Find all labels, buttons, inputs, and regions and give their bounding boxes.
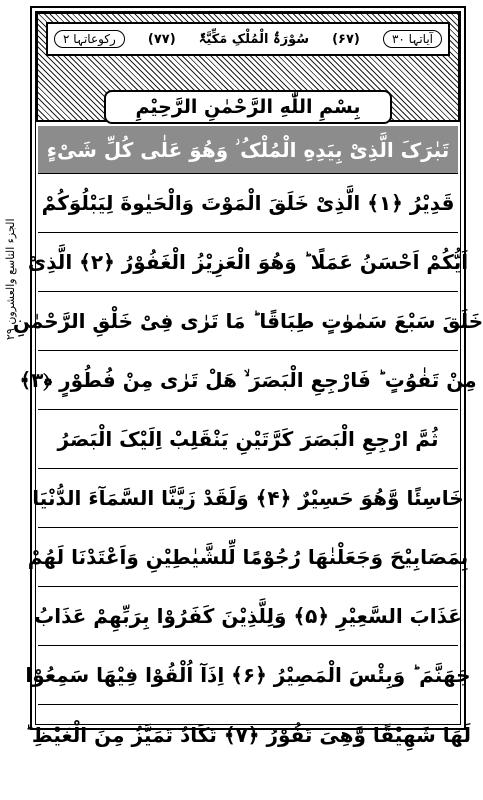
verse-line: خَاسِئًا وَّهُوَ حَسِیْرٌ ﴿۴﴾ وَلَقَدْ زَیَّنَّا السَّمَآءَ الدُّنْیَا — [38, 469, 458, 528]
bismillah: بِسْمِ اللّٰهِ الرَّحْمٰنِ الرَّحِیْمِ — [104, 90, 392, 124]
verse-line: خَلَقَ سَبْعَ سَمٰوٰتٍ طِبَاقًا ؕ مَا تَرٰی فِیْ خَلْقِ الرَّحْمٰنِ — [38, 292, 458, 351]
verse-line: مِنْ تَفٰوُتٍ ؕ فَارْجِعِ الْبَصَرَ ۙ هَلْ تَرٰی مِنْ فُطُوْرٍ ﴿۳﴾ — [38, 351, 458, 410]
verse-line: جَهَنَّمَ ؕ وَبِئْسَ الْمَصِیْرُ ﴿۶﴾ اِذَآ اُلْقُوْا فِیْهَا سَمِعُوْا — [38, 646, 458, 705]
verse-line: ثُمَّ ارْجِعِ الْبَصَرَ کَرَّتَیْنِ یَنْقَلِبْ اِلَیْکَ الْبَصَرُ — [38, 410, 458, 469]
ruku-count-label: رکوعاتہا ۲ — [54, 30, 125, 48]
verse-line: بِمَصَابِیْحَ وَجَعَلْنٰهَا رُجُوْمًا لِّلشَّیٰطِیْنِ وَاَعْتَدْنَا لَهُمْ — [38, 528, 458, 587]
verse-line: قَدِیْرُ ﴿۱﴾ الَّذِیْ خَلَقَ الْمَوْتَ وَالْحَیٰوةَ لِیَبْلُوَکُمْ — [38, 174, 458, 233]
mushaf-page — [12, 6, 483, 747]
surah-number: (۶۷) — [332, 31, 360, 47]
revelation-order: (۷۷) — [147, 31, 176, 47]
surah-header-band — [46, 22, 450, 56]
verse-lines — [12, 126, 483, 747]
surah-title: سُوْرَۃُ الْمُلْکِ مَکِّیَّۃٌ — [198, 31, 310, 47]
juz-side-note: الجزء التاسع والعشرون ۲۹ — [4, 218, 17, 340]
verse-line: تَبٰرَکَ الَّذِیْ بِیَدِهِ الْمُلْکُ ؗ وَهُوَ عَلٰی کُلِّ شَیْءٍ — [38, 126, 458, 174]
verse-line: لَهَا شَهِیْقًا وَّهِیَ تَفُوْرُ ﴿۷﴾ تَکَادُ تَمَیَّزُ مِنَ الْغَیْظِ ؕ — [24, 722, 472, 747]
verse-line: اَیُّکُمْ اَحْسَنُ عَمَلًا ؕ وَهُوَ الْعَزِیْزُ الْغَفُوْرُ ﴿۲﴾ الَّذِیْ — [38, 233, 458, 292]
ayat-count-label: آیاتہا ۳۰ — [383, 30, 442, 48]
verse-line: عَذَابَ السَّعِیْرِ ﴿۵﴾ وَلِلَّذِیْنَ کَفَرُوْا بِرَبِّهِمْ عَذَابُ — [38, 587, 458, 646]
